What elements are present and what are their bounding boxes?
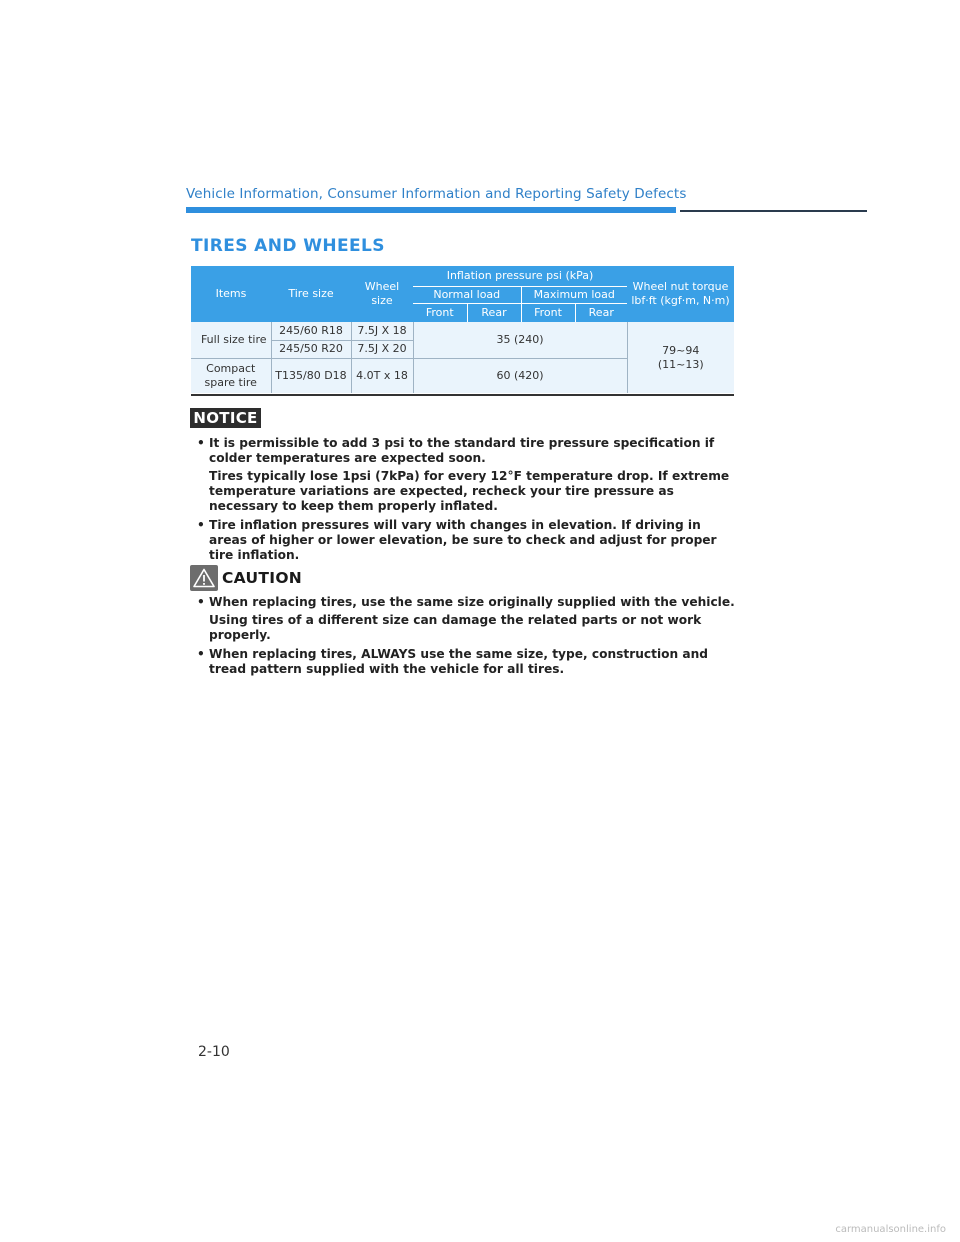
cell-item-full-size: Full size tire <box>191 322 271 358</box>
bullet-dot: • <box>197 518 205 532</box>
cell-tire-size: 245/60 R18 <box>271 322 351 340</box>
header-maximum-load: Maximum load <box>521 286 627 303</box>
table-bottom-rule <box>191 394 734 396</box>
bullet-dot: • <box>197 436 205 450</box>
caution-item-text: When replacing tires, ALWAYS use the same size, type, construction and tread pattern supplied with the vehicle for all tires. <box>209 647 709 676</box>
header-normal-load: Normal load <box>413 286 521 303</box>
bullet-dot: • <box>197 595 205 609</box>
header-normal-rear: Rear <box>467 303 521 322</box>
header-wheel-size: Wheel size <box>351 266 413 322</box>
bullet-dot: • <box>197 647 205 661</box>
tires-wheels-table <box>191 266 734 393</box>
cell-wheel-size: 4.0T x 18 <box>351 358 413 393</box>
caution-item-detail: Using tires of a different size can damage the related parts or not work properly. <box>209 613 702 642</box>
notice-item-detail: Tires typically lose 1psi (7kPa) for every 12°F temperature drop. If extreme temperature variations are expected, recheck your tire pressure as necessary to keep them properly inflated. <box>209 469 730 513</box>
cell-tire-size: 245/50 R20 <box>271 340 351 358</box>
notice-badge: NOTICE <box>190 408 261 428</box>
caution-list <box>197 595 737 681</box>
section-title: TIRES AND WHEELS <box>191 236 385 256</box>
notice-item-text: It is permissible to add 3 psi to the standard tire pressure specification if colder temperatures are expected soon. <box>209 436 715 465</box>
header-accent-bar <box>186 207 676 213</box>
torque-value-metric: (11~13) <box>657 357 704 371</box>
header-normal-front: Front <box>413 303 467 322</box>
caution-item-text: When replacing tires, use the same size originally supplied with the vehicle. <box>209 595 735 609</box>
cell-wheel-nut-torque <box>627 322 734 393</box>
page-number: 2-10 <box>198 1044 230 1060</box>
header-rule <box>680 210 867 212</box>
cell-item-compact-spare: Compact spare tire <box>191 358 271 393</box>
running-header-title: Vehicle Information, Consumer Information and Reporting Safety Defects <box>186 186 687 202</box>
header-wheel-nut-torque: Wheel nut torque lbf·ft (kgf·m, N·m) <box>627 266 734 322</box>
torque-value: 79~94 <box>662 343 700 357</box>
cell-tire-size: T135/80 D18 <box>271 358 351 393</box>
cell-spare-pressure: 60 (420) <box>413 358 627 393</box>
caution-label: CAUTION <box>222 569 303 587</box>
watermark-text: carmanualsonline.info <box>835 1224 946 1235</box>
list-item <box>197 595 737 643</box>
list-item <box>197 647 737 677</box>
header-maximum-rear: Rear <box>575 303 627 322</box>
cell-full-size-pressure: 35 (240) <box>413 322 627 358</box>
header-items: Items <box>191 266 271 322</box>
notice-list <box>197 436 737 567</box>
cell-wheel-size: 7.5J X 20 <box>351 340 413 358</box>
list-item <box>197 436 737 514</box>
table-row <box>191 322 734 340</box>
header-tire-size: Tire size <box>271 266 351 322</box>
header-inflation-pressure: Inflation pressure psi (kPa) <box>413 266 627 286</box>
cell-wheel-size: 7.5J X 18 <box>351 322 413 340</box>
notice-item-text: Tire inflation pressures will vary with changes in elevation. If driving in areas of higher or lower elevation, be sure to check and adjust for proper tire inflation. <box>209 518 717 562</box>
warning-triangle-icon <box>190 565 218 591</box>
list-item <box>197 518 737 563</box>
header-maximum-front: Front <box>521 303 575 322</box>
